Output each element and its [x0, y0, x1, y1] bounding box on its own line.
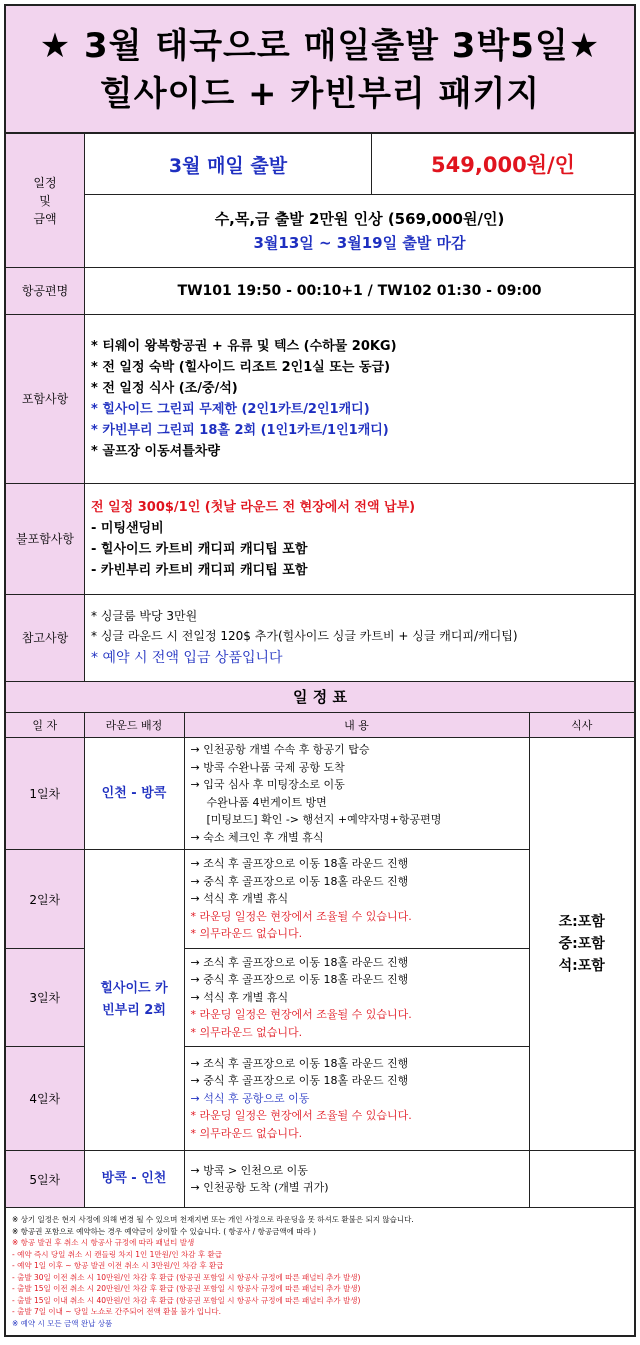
note-line: ※ 항공 발권 후 취소 시 항공사 규정에 따라 패널티 발생	[12, 1238, 195, 1247]
excluded-list	[85, 484, 634, 594]
itinerary-line: [미팅보드] 확인 -> 행선지 +예약자명+항공편명	[206, 813, 442, 826]
header-meal: 식사	[529, 713, 634, 738]
excluded-item: - 힐사이드 카트비 캐디피 캐디팁 포함	[91, 542, 308, 557]
schedule-title: 일 정 표	[6, 682, 634, 713]
schedule-table	[6, 713, 634, 1208]
excluded-item: - 카빈부리 카트비 캐디피 캐디팁 포함	[91, 563, 308, 578]
price-amount: 549,000원/인	[431, 153, 575, 177]
price-label-line: 일정	[33, 175, 57, 190]
day-cell: 5일차	[6, 1151, 84, 1208]
itinerary-line: → 석식 후 개별 휴식	[190, 990, 289, 1004]
itinerary-line: → 석식 후 개별 휴식	[190, 892, 289, 906]
note-line: ※ 항공권 포함으로 예약하는 경우 예약금이 상이할 수 있습니다. ( 항공사 / 항공금액에 따라 )	[12, 1226, 316, 1236]
reference-list	[85, 595, 634, 681]
itinerary-line: → 인천공항 도착 (개별 귀가)	[190, 1181, 329, 1194]
note-line: ※ 상기 일정은 현지 사정에 의해 변경 될 수 있으며 천재지변 또는 개인 사정으로 라운딩을 못 하셔도 환불은 되지 않습니다.	[12, 1215, 414, 1224]
flight-label: 항공편명	[6, 268, 85, 314]
reference-item: * 싱글 라운드 시 전일정 120$ 추가(힐사이드 싱글 카트비 + 싱글 캐디피/캐디팁)	[91, 629, 518, 643]
reference-highlight: * 예약 시 전액 입금 상품입니다	[91, 650, 283, 666]
itinerary-line: → 조식 후 골프장으로 이동 18홀 라운드 진행	[190, 857, 409, 871]
title-line-1: ★ 3월 태국으로 매일출발 3박5일★	[39, 26, 601, 66]
itinerary-line: → 중식 후 골프장으로 이동 18홀 라운드 진행	[190, 874, 409, 888]
flight-value: TW101 19:50 - 00:10+1 / TW102 01:30 - 09:00	[177, 283, 542, 299]
route-cell: 인천 - 방콕	[84, 738, 184, 850]
meal-dinner: 석:포함	[558, 958, 605, 974]
header-day: 일 자	[6, 713, 84, 738]
day-cell: 1일차	[6, 738, 84, 850]
price-row	[6, 134, 634, 268]
itinerary-line: → 인천공항 개별 수속 후 항공기 탑승	[190, 743, 370, 756]
day-cell: 2일차	[6, 850, 84, 949]
itinerary-line: → 중식 후 골프장으로 이동 18홀 라운드 진행	[190, 1074, 409, 1088]
price-label	[6, 134, 85, 267]
notes-section	[6, 1208, 634, 1335]
title-banner	[6, 6, 634, 134]
price-label-line: 및	[39, 193, 51, 208]
header-round: 라운드 배정	[84, 713, 184, 738]
note-line: - 예약 1일 이후 ~ 항공 발권 이전 취소 시 3만원/인 차감 후 환급	[12, 1261, 224, 1270]
reference-row	[6, 595, 634, 682]
day-row-5	[6, 1151, 634, 1208]
price-label-line: 금액	[33, 211, 57, 226]
included-item: * 전 일정 식사 (조/중/석)	[91, 381, 238, 396]
note-line: - 출발 7일 이내 ~ 당일 노쇼로 간주되어 전액 환불 불가 입니다.	[12, 1307, 222, 1316]
itinerary-line: * 라운딩 일정은 현장에서 조율될 수 있습니다.	[190, 1008, 412, 1022]
itinerary-line: * 의무라운드 없습니다.	[190, 1126, 303, 1140]
itinerary-line: 수완나품 4번게이트 방면	[206, 795, 327, 809]
itinerary-line: → 방콕 > 인천으로 이동	[190, 1163, 308, 1177]
day-detail	[184, 949, 529, 1047]
meal-cell	[529, 738, 634, 1151]
day-detail	[184, 1047, 529, 1151]
itinerary-line: → 조식 후 골프장으로 이동 18홀 라운드 진행	[190, 1056, 409, 1070]
excluded-item: - 미팅샌딩비	[91, 521, 164, 536]
route-cell: 방콕 - 인천	[84, 1151, 184, 1208]
departure-text: 3월 매일 출발	[85, 134, 372, 194]
itinerary-line: → 중식 후 골프장으로 이동 18홀 라운드 진행	[190, 973, 409, 987]
day-cell: 4일차	[6, 1047, 84, 1151]
itinerary-line: → 조식 후 골프장으로 이동 18홀 라운드 진행	[190, 955, 409, 969]
excluded-label: 불포함사항	[6, 484, 85, 594]
day-row-1	[6, 738, 634, 850]
day-detail	[184, 1151, 529, 1208]
reference-label: 참고사항	[6, 595, 85, 681]
itinerary-line: * 의무라운드 없습니다.	[190, 1025, 303, 1039]
route-cell	[84, 850, 184, 1151]
included-item: * 카빈부리 그린피 18홀 2회 (1인1카트/1인1캐디)	[91, 423, 389, 438]
meal-breakfast: 조:포함	[558, 914, 605, 930]
included-label: 포함사항	[6, 315, 85, 483]
meal-lunch: 중:포함	[558, 936, 605, 952]
included-list	[85, 315, 634, 483]
note-line: - 출발 30일 이전 취소 시 10만원/인 차감 후 환급 (항공권 포함일 시 항공사 규정에 따른 패널티 추가 발생)	[12, 1272, 361, 1282]
meal-empty-cell	[529, 1151, 634, 1208]
day-cell: 3일차	[6, 949, 84, 1047]
deadline-text: 3월13일 ~ 3월19일 출발 마감	[253, 234, 466, 252]
schedule-header-row	[6, 713, 634, 738]
header-content: 내 용	[184, 713, 529, 738]
flight-row	[6, 268, 634, 315]
itinerary-line: → 석식 후 공항으로 이동	[190, 1091, 310, 1105]
note-line: - 출발 15일 이전 취소 시 20만원/인 차감 후 환급 (항공권 포함일 시 항공사 규정에 따른 패널티 추가 발생)	[12, 1284, 361, 1293]
itinerary-line: → 입국 심사 후 미팅장소로 이동	[190, 778, 345, 791]
excluded-row	[6, 484, 634, 595]
route-text: 힐사이드 카빈부리 2회	[100, 981, 168, 1018]
itinerary-line: → 숙소 체크인 후 개별 휴식	[190, 830, 324, 844]
note-line: ※ 예약 시 모든 금액 완납 상품	[12, 1318, 113, 1328]
surcharge-text: 수,목,금 출발 2만원 인상 (569,000원/인)	[214, 210, 505, 228]
note-line: - 예약 즉시 당일 취소 시 캔들링 차지 1인 1만원/인 차감 후 환급	[12, 1249, 223, 1259]
day-detail	[184, 850, 529, 949]
title-line-2: 힐사이드 + 카빈부리 패키지	[99, 74, 541, 114]
itinerary-line: → 방콕 수완나품 국제 공항 도착	[190, 760, 345, 774]
note-line: - 출발 15일 이내 취소 시 40만원/인 차감 후 환급 (항공권 포함일 시 항공사 규정에 따른 패널티 추가 발생)	[12, 1295, 361, 1305]
itinerary-line: * 의무라운드 없습니다.	[190, 927, 303, 941]
included-row	[6, 315, 634, 484]
included-item: * 힐사이드 그린피 무제한 (2인1카트/2인1캐디)	[91, 402, 370, 417]
included-item: * 골프장 이동셔틀차량	[91, 444, 220, 459]
day-detail	[184, 738, 529, 850]
included-item: * 티웨이 왕복항공권 + 유류 및 텍스 (수하물 20KG)	[91, 339, 397, 354]
package-sheet	[4, 4, 636, 1337]
itinerary-line: * 라운딩 일정은 현장에서 조율될 수 있습니다.	[190, 909, 412, 923]
included-item: * 전 일정 숙박 (힐사이드 리조트 2인1실 또는 동급)	[91, 360, 391, 375]
itinerary-line: * 라운딩 일정은 현장에서 조율될 수 있습니다.	[190, 1109, 412, 1123]
reference-item: * 싱글룸 박당 3만원	[91, 609, 198, 623]
excluded-item: 전 일정 300$/1인 (첫날 라운드 전 현장에서 전액 납부)	[91, 500, 416, 515]
